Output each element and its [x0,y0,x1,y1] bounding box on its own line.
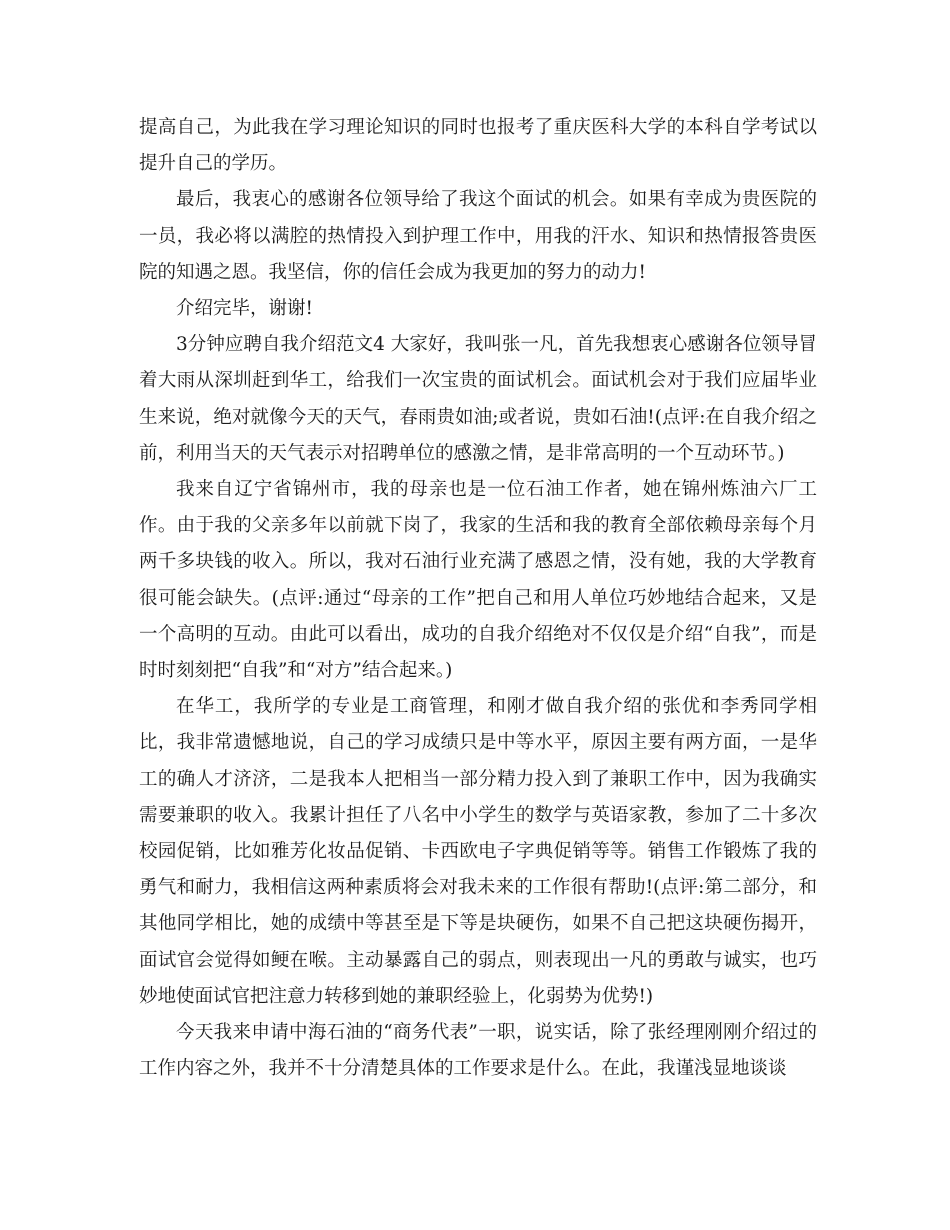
paragraph-continuation: 提高自己，为此我在学习理论知识的同时也报考了重庆医科大学的本科自学考试以提升自己的学历。 [139,117,817,175]
paragraph-education: 在华工，我所学的专业是工商管理，和刚才做自我介绍的张优和李秀同学相比，我非常遗憾地说，自己的学习成绩只是中等水平，原因主要有两方面，一是华工的确人才济济，二是我本人把相当一部分精力投入到了兼职工作中，因为我确实需要兼职的收入。我累计担任了八名中小学生的数学与英语家教，参加了二十多次校园促销，比如雅芳化妆品促销、卡西欧电子字典促销等等。销售工作锻炼了我的勇气和耐力，我相信这两种素质将会对我未来的工作很有帮助!(点评:第二部分，和其他同学相比，她的成绩中等甚至是下等是块硬伤，如果不自己把这块硬伤揭开，面试官会觉得如鲠在喉。主动暴露自己的弱点，则表现出一凡的勇敢与诚实，也巧妙地使面试官把注意力转移到她的兼职经验上，化弱势为优势!) [139,696,817,1007]
paragraph-closing-thanks: 最后，我衷心的感谢各位领导给了我这个面试的机会。如果有幸成为贵医院的一员，我必将以满腔的热情投入到护理工作中，用我的汗水、知识和热情报答贵医院的知遇之恩。我坚信，你的信任会成为我更加的努力的动力! [139,189,817,283]
paragraph-sample-4-intro: 3分钟应聘自我介绍范文4 大家好，我叫张一凡，首先我想衷心感谢各位领导冒着大雨从深圳赶到华工，给我们一次宝贵的面试机会。面试机会对于我们应届毕业生来说，绝对就像今天的天气，春雨贵如油;或者说，贵如石油!(点评:在自我介绍之前，利用当天的天气表示对招聘单位的感激之情，是非常高明的一个互动环节。) [139,334,817,464]
paragraph-position: 今天我来申请中海石油的“商务代表”一职，说实话，除了张经理刚刚介绍过的工作内容之外，我并不十分清楚具体的工作要求是什么。在此，我谨浅显地谈谈 [139,1022,817,1080]
paragraph-background: 我来自辽宁省锦州市，我的母亲也是一位石油工作者，她在锦州炼油六厂工作。由于我的父亲多年以前就下岗了，我家的生活和我的教育全部依赖母亲每个月两千多块钱的收入。所以，我对石油行业充满了感恩之情，没有她，我的大学教育很可能会缺失。(点评:通过“母亲的工作”把自己和用人单位巧妙地结合起来，又是一个高明的互动。由此可以看出，成功的自我介绍绝对不仅仅是介绍“自我”，而是时时刻刻把“自我”和“对方”结合起来。) [139,479,817,682]
paragraph-conclusion: 介绍完毕，谢谢! [176,298,313,320]
document-body [139,110,817,1087]
